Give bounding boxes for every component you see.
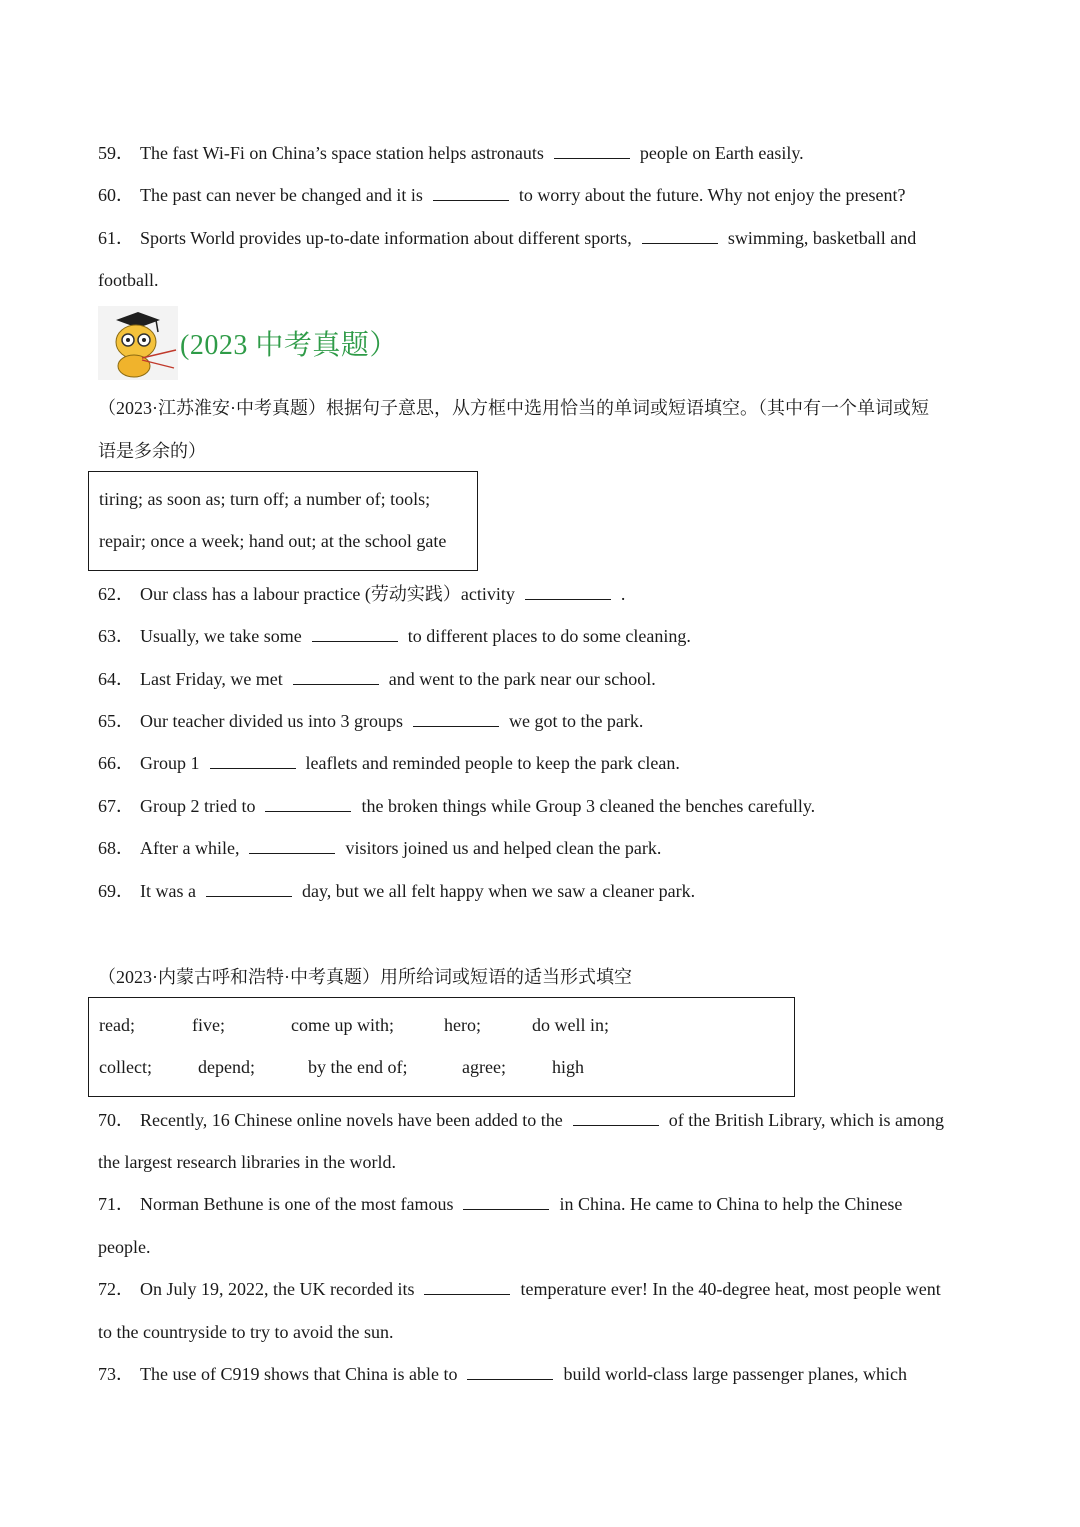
word-box-2-item: hero; bbox=[444, 1015, 481, 1035]
question-69: 69． It was a day, but we all felt happy when we saw a cleaner park. bbox=[98, 881, 696, 901]
question-70: 70． Recently, 16 Chinese online novels have been added to the of the British Library, which is among bbox=[98, 1110, 945, 1130]
answer-blank[interactable] bbox=[210, 752, 296, 769]
word-box-2-item: come up with; bbox=[291, 1015, 394, 1035]
question-66: 66． Group 1 leaflets and reminded people to keep the park clean. bbox=[98, 753, 680, 773]
question-70-continued: the largest research libraries in the world. bbox=[98, 1152, 397, 1172]
question-72: 72． On July 19, 2022, the UK recorded its temperature ever! In the 40-degree heat, most people went bbox=[98, 1279, 941, 1299]
question-61: 61． Sports World provides up-to-date information about different sports, swimming, basketball and bbox=[98, 228, 917, 248]
question-65: 65． Our teacher divided us into 3 groups we got to the park. bbox=[98, 711, 644, 731]
question-67: 67． Group 2 tried to the broken things while Group 3 cleaned the benches carefully. bbox=[98, 796, 816, 816]
answer-blank[interactable] bbox=[293, 668, 379, 685]
question-62: 62． Our class has a labour practice (劳动实践）activity . bbox=[98, 584, 626, 604]
word-box-2-item: do well in; bbox=[532, 1015, 609, 1035]
question-71-continued: people. bbox=[98, 1237, 151, 1257]
word-box-2-item: high bbox=[552, 1057, 585, 1077]
section-heading bbox=[98, 306, 398, 380]
question-73: 73． The use of C919 shows that China is able to build world-class large passenger planes, which bbox=[98, 1364, 908, 1384]
part1-source: （2023·江苏淮安·中考真题）根据句子意思，从方框中选用恰当的单词或短语填空。（其中有一个单词或短 bbox=[98, 398, 929, 418]
graduate-mascot-icon bbox=[98, 306, 178, 380]
answer-blank[interactable] bbox=[525, 583, 611, 600]
answer-blank[interactable] bbox=[433, 184, 509, 201]
question-68: 68． After a while, visitors joined us and helped clean the park. bbox=[98, 838, 662, 858]
answer-blank[interactable] bbox=[642, 227, 718, 244]
word-box-1-line-1: tiring; as soon as; turn off; a number of; tools; bbox=[99, 489, 431, 509]
answer-blank[interactable] bbox=[554, 142, 630, 159]
answer-blank[interactable] bbox=[424, 1278, 510, 1295]
question-61-continued: football. bbox=[98, 270, 159, 290]
word-box-2-item: by the end of; bbox=[308, 1057, 408, 1077]
part1-source-continued: 语是多余的） bbox=[98, 441, 206, 461]
question-64: 64． Last Friday, we met and went to the park near our school. bbox=[98, 669, 656, 689]
question-63: 63． Usually, we take some to different places to do some cleaning. bbox=[98, 626, 691, 646]
section-title: (2023 中考真题） bbox=[180, 330, 398, 361]
answer-blank[interactable] bbox=[249, 837, 335, 854]
question-60: 60． The past can never be changed and it is to worry about the future. Why not enjoy the present? bbox=[98, 185, 906, 205]
answer-blank[interactable] bbox=[312, 625, 398, 642]
question-72-continued: to the countryside to try to avoid the sun. bbox=[98, 1322, 394, 1342]
answer-blank[interactable] bbox=[463, 1193, 549, 1210]
answer-blank[interactable] bbox=[573, 1109, 659, 1126]
part2-source: （2023·内蒙古呼和浩特·中考真题）用所给词或短语的适当形式填空 bbox=[98, 967, 632, 987]
word-box-1-line-2: repair; once a week; hand out; at the school gate bbox=[99, 531, 447, 551]
answer-blank[interactable] bbox=[206, 880, 292, 897]
word-box-2-item: agree; bbox=[462, 1057, 506, 1077]
word-box-2-item: five; bbox=[192, 1015, 225, 1035]
word-box-2-item: collect; bbox=[99, 1057, 152, 1077]
answer-blank[interactable] bbox=[265, 795, 351, 812]
word-box-1 bbox=[88, 471, 478, 571]
question-59: 59． The fast Wi-Fi on China’s space station helps astronauts people on Earth easily. bbox=[98, 143, 804, 163]
answer-blank[interactable] bbox=[413, 710, 499, 727]
question-71: 71． Norman Bethune is one of the most famous in China. He came to China to help the Chinese bbox=[98, 1194, 903, 1214]
answer-blank[interactable] bbox=[467, 1363, 553, 1380]
word-box-2 bbox=[88, 997, 795, 1097]
word-box-2-item: depend; bbox=[198, 1057, 255, 1077]
word-box-2-item: read; bbox=[99, 1015, 135, 1035]
